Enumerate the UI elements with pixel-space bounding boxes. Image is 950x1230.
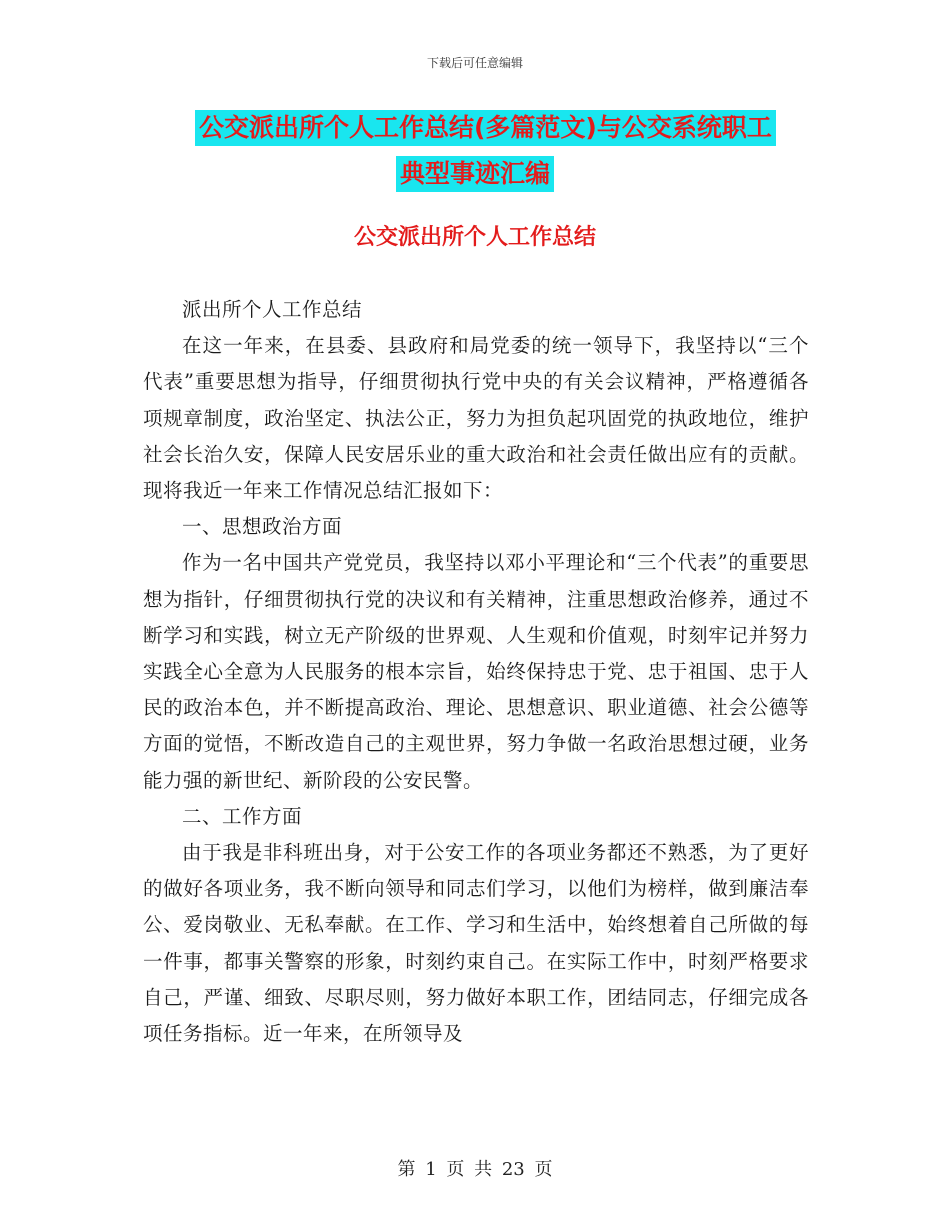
paragraph: 作为一名中国共产党党员，我坚持以邓小平理论和“三个代表”的重要思想为指针，仔细贯彻执行党的决议和有关精神，注重思想政治修养，通过不断学习和实践，树立无产阶级的世界观、人生观和价值观，时刻牢记并努力实践全心全意为人民服务的根本宗旨，始终保持忠于党、忠于祖国、忠于人民的政治本色，并不断提高政治、理论、思想意识、职业道德、社会公德等方面的觉悟，不断改造自己的主观世界，努力争做一名政治思想过硬，业务能力强的新世纪、新阶段的公安民警。	[143, 551, 809, 792]
paragraph: 派出所个人工作总结	[182, 298, 363, 321]
page-header: 下载后可任意编辑	[426, 56, 523, 70]
paragraph: 由于我是非科班出身，对于公安工作的各项业务都还不熟悉，为了更好的做好各项业务，我不断向领导和同志们学习，以他们为榜样，做到廉洁奉公、爱岗敬业、无私奉献。在工作、学习和生活中，始终想着自己所做的每一件事，都事关警察的形象，时刻约束自己。在实际工作中，时刻严格要求自己，严谨、细致、尽职尽则，努力做好本职工作，团结同志，仔细完成各项任务指标。近一年来，在所领导及	[143, 841, 809, 1046]
title-line-2: 典型事迹汇编	[396, 156, 554, 192]
title-line-1: 公交派出所个人工作总结(多篇范文)与公交系统职工	[195, 110, 776, 146]
body-text	[143, 292, 809, 1052]
page-footer: 第 1 页 共 23 页	[397, 1159, 553, 1180]
section-title: 公交派出所个人工作总结	[353, 225, 596, 250]
paragraph-heading: 二、工作方面	[182, 804, 303, 828]
paragraph-heading: 一、思想政治方面	[182, 515, 343, 539]
paragraph: 在这一年来，在县委、县政府和局党委的统一领导下，我坚持以“三个代表”重要思想为指导，仔细贯彻执行党中央的有关会议精神，严格遵循各项规章制度，政治坚定、执法公正，努力为担负起巩固党的执政地位，维护社会长治久安，保障人民安居乐业的重大政治和社会责任做出应有的贡献。现将我近一年来工作情况总结汇报如下：	[143, 334, 809, 503]
